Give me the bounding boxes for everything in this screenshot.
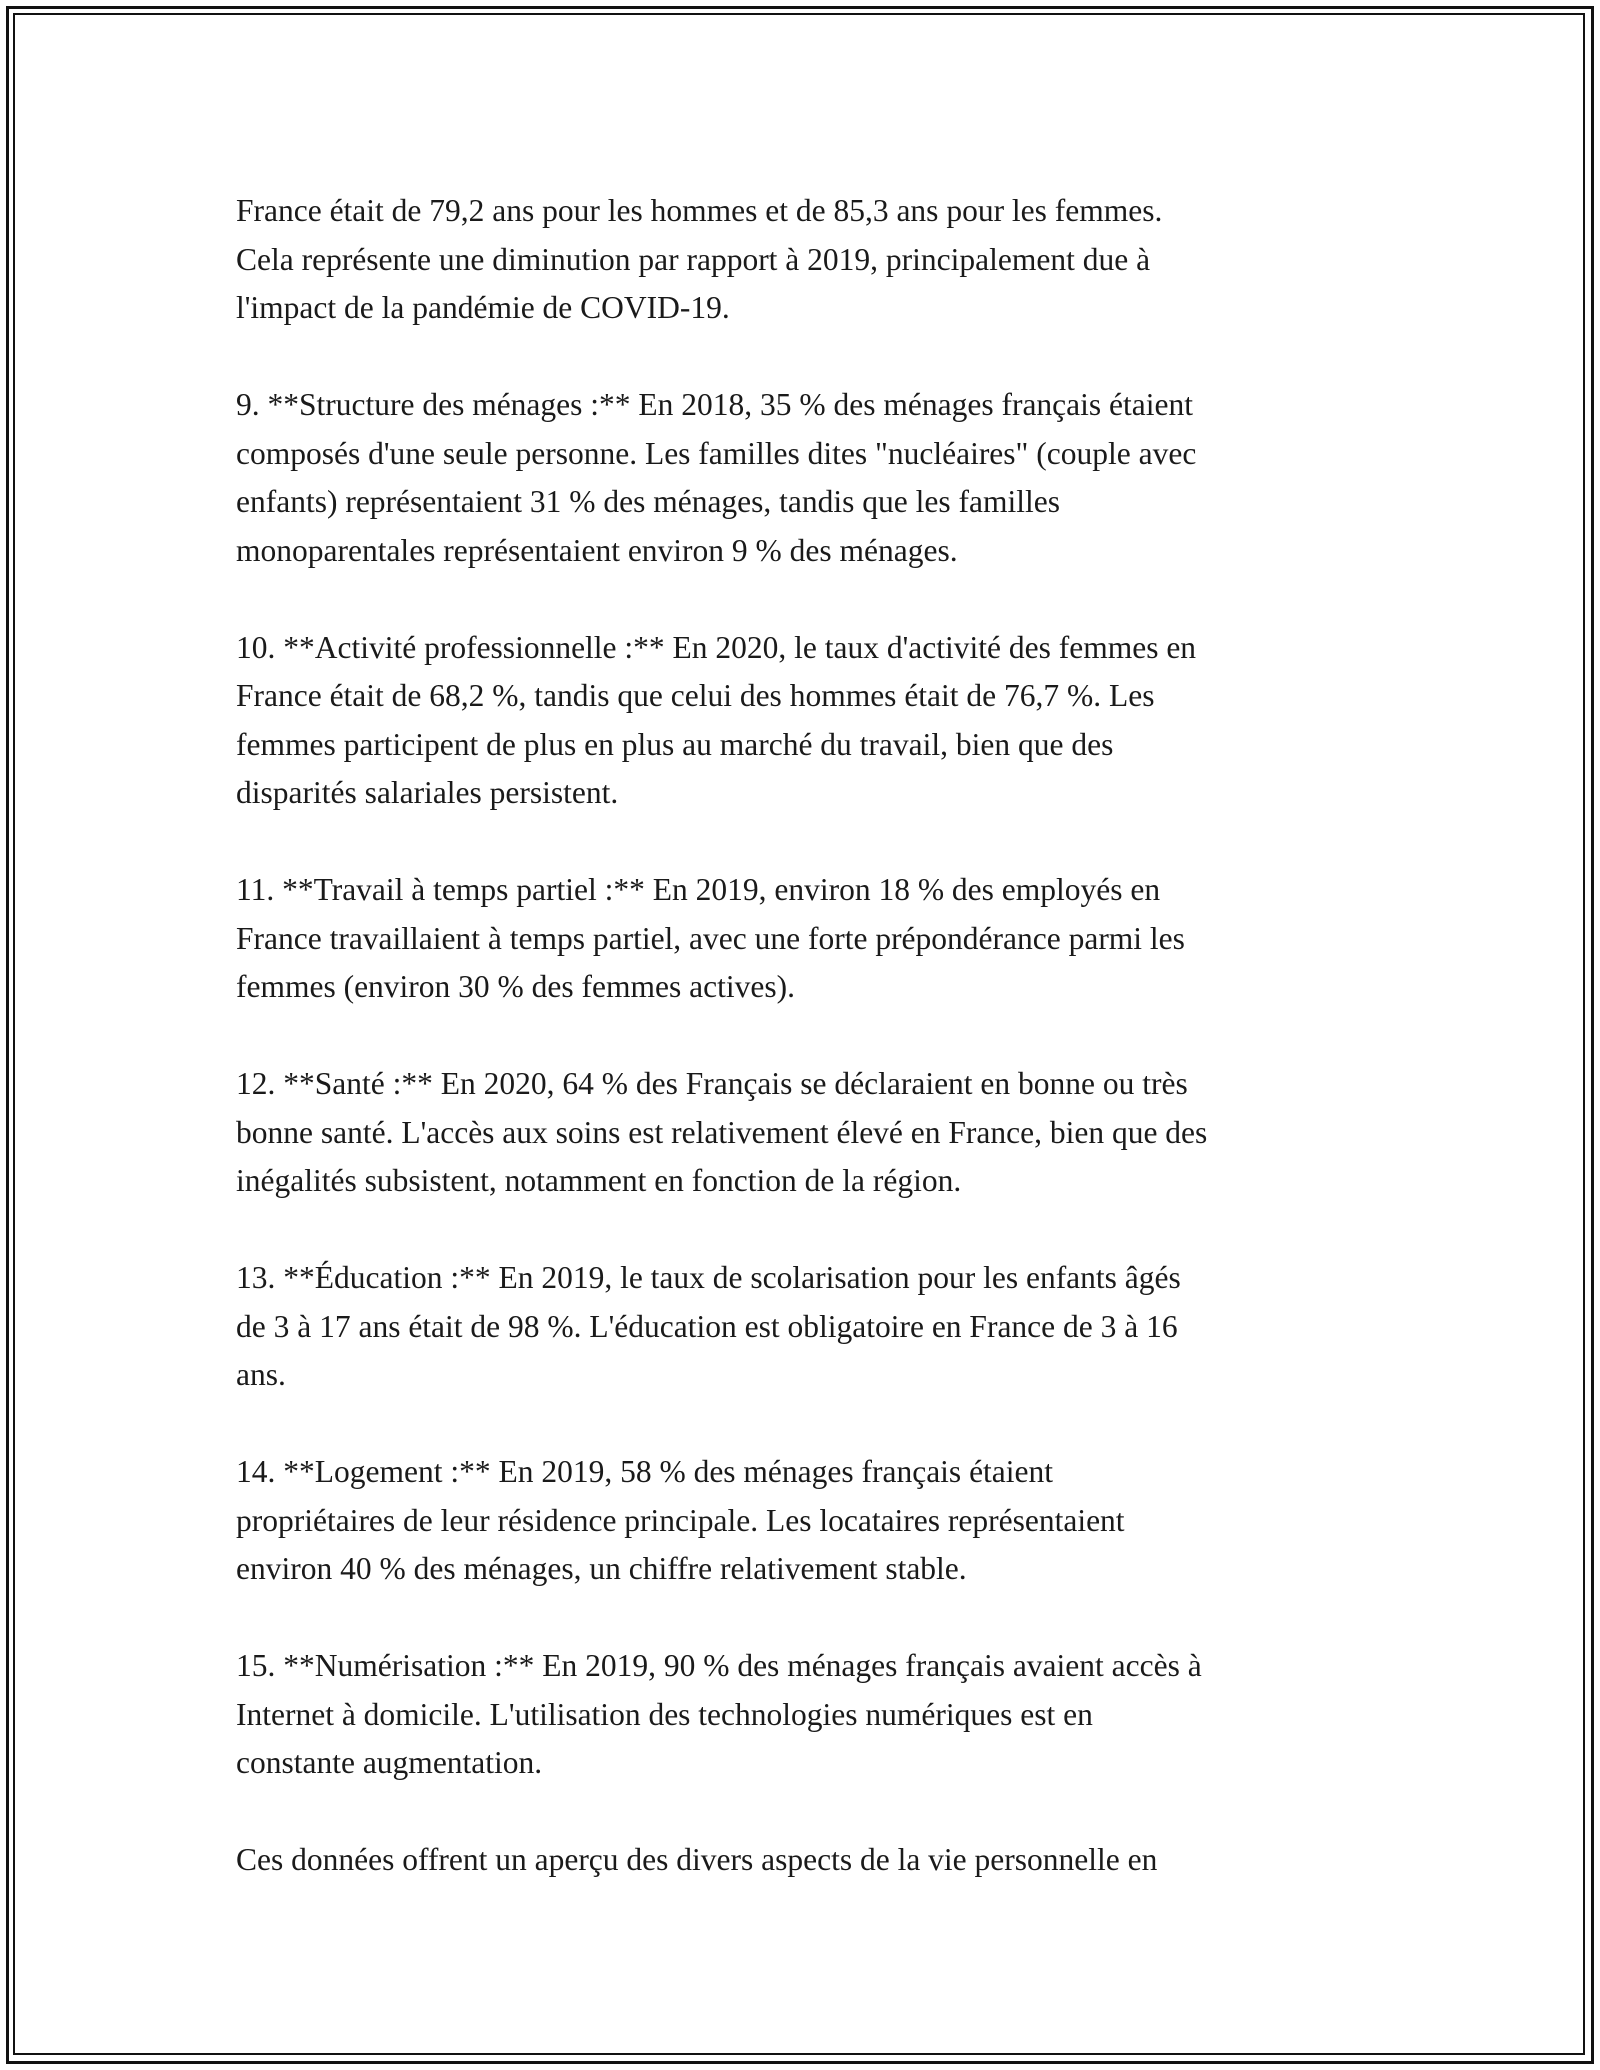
text-line: ans. bbox=[236, 1357, 286, 1392]
text-line: 10. **Activité professionnelle :** En 2020, le taux d'activité des femmes en bbox=[236, 629, 1197, 665]
paragraph-conclusion bbox=[236, 1836, 1386, 1885]
text-line: femmes participent de plus en plus au marché du travail, bien que des bbox=[236, 726, 1114, 762]
text-line: monoparentales représentaient environ 9 % des ménages. bbox=[236, 532, 958, 568]
text-line: composés d'une seule personne. Les familles dites "nucléaires" (couple avec bbox=[236, 435, 1197, 471]
text-line: 14. **Logement :** En 2019, 58 % des ménages français étaient bbox=[236, 1454, 1054, 1489]
text-line: inégalités subsistent, notamment en fonction de la région. bbox=[236, 1163, 962, 1198]
text-line: bonne santé. L'accès aux soins est relativement élevé en France, bien que des bbox=[236, 1114, 1208, 1150]
paragraph-digitalization bbox=[236, 1642, 1386, 1788]
text-line: enfants) représentaient 31 % des ménages, tandis que les familles bbox=[236, 484, 1060, 519]
text-line: 11. **Travail à temps partiel :** En 2019, environ 18 % des employés en bbox=[236, 872, 1161, 907]
text-line: environ 40 % des ménages, un chiffre relativement stable. bbox=[236, 1551, 967, 1586]
paragraph-professional-activity bbox=[236, 624, 1386, 818]
text-line: Internet à domicile. L'utilisation des technologies numériques est en bbox=[236, 1696, 1093, 1732]
text-line: de 3 à 17 ans était de 98 %. L'éducation est obligatoire en France de 3 à 16 bbox=[236, 1308, 1178, 1344]
document-body bbox=[236, 187, 1386, 1933]
text-line: l'impact de la pandémie de COVID-19. bbox=[236, 290, 730, 325]
text-line: Cela représente une diminution par rapport à 2019, principalement due à bbox=[236, 241, 1151, 277]
text-line: France travaillaient à temps partiel, avec une forte prépondérance parmi les bbox=[236, 920, 1185, 956]
paragraph-education bbox=[236, 1254, 1386, 1400]
text-line: 9. **Structure des ménages :** En 2018, 35 % des ménages français étaient bbox=[236, 387, 1193, 422]
text-line: constante augmentation. bbox=[236, 1745, 543, 1780]
text-line: France était de 79,2 ans pour les hommes et de 85,3 ans pour les femmes. bbox=[236, 193, 1163, 228]
text-line: propriétaires de leur résidence principale. Les locataires représentaient bbox=[236, 1502, 1125, 1538]
text-line: France était de 68,2 %, tandis que celui des hommes était de 76,7 %. Les bbox=[236, 678, 1155, 713]
paragraph-health bbox=[236, 1060, 1386, 1206]
text-line: 13. **Éducation :** En 2019, le taux de scolarisation pour les enfants âgés bbox=[236, 1260, 1181, 1295]
text-line: Ces données offrent un aperçu des divers aspects de la vie personnelle en bbox=[236, 1842, 1158, 1877]
paragraph-life-expectancy bbox=[236, 187, 1386, 333]
paragraph-part-time-work bbox=[236, 866, 1386, 1012]
text-line: 12. **Santé :** En 2020, 64 % des Français se déclaraient en bonne ou très bbox=[236, 1066, 1188, 1101]
text-line: femmes (environ 30 % des femmes actives). bbox=[236, 969, 795, 1004]
text-line: 15. **Numérisation :** En 2019, 90 % des ménages français avaient accès à bbox=[236, 1648, 1202, 1683]
paragraph-housing bbox=[236, 1448, 1386, 1594]
text-line: disparités salariales persistent. bbox=[236, 775, 619, 810]
paragraph-household-structure bbox=[236, 381, 1386, 575]
